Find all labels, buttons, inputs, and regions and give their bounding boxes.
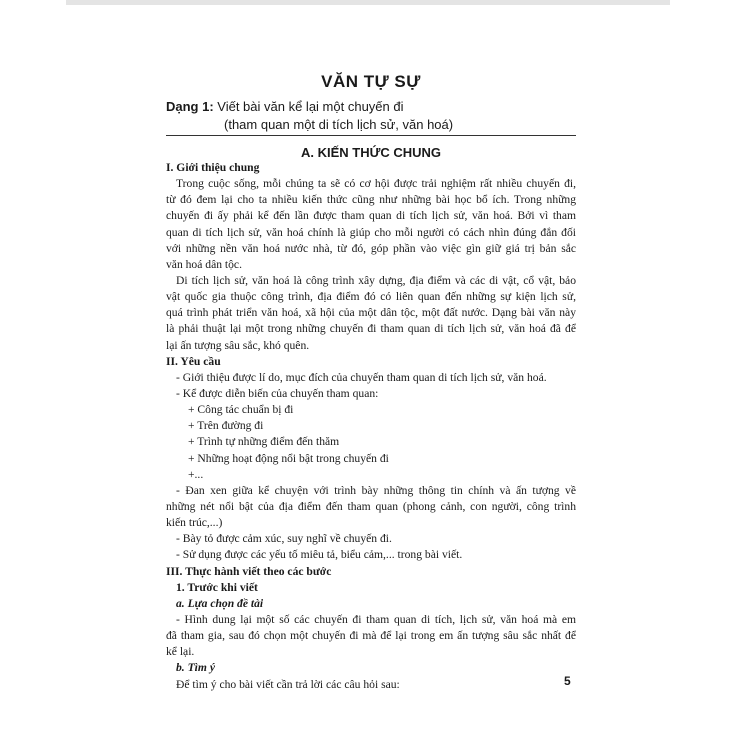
form-text: Viết bài văn kể lại một chuyến đi: [213, 99, 404, 114]
section-heading-a: A. KIẾN THỨC CHUNG: [300, 145, 442, 160]
form-label: Dạng 1:: [166, 99, 214, 114]
list-item: - Sử dụng được các yếu tố miêu tả, biểu cảm,... trong bài viết.: [176, 548, 463, 562]
sub-list-item: + Những hoạt động nổi bật trong chuyến đi: [188, 451, 389, 465]
paragraph-line: Để tìm ý cho bài viết cần trả lời các câu hỏi sau:: [176, 677, 400, 691]
form-heading: [166, 99, 404, 114]
sub-list-item: +...: [188, 467, 204, 481]
sub-list-item: + Trên đường đi: [188, 419, 264, 433]
form-subtitle: (tham quan một di tích lịch sử, văn hoá): [224, 117, 454, 132]
list-item: - Đan xen giữa kể chuyện với trình bày những thông tin chính và ấn tượng về: [176, 483, 576, 497]
paragraph-line: quá trình phát triển văn hoá, xã hội của một dân tộc, một đất nước. Dạng bài văn này: [166, 306, 576, 320]
paragraph-line: kiến trúc,...): [166, 516, 223, 530]
paragraph-line: vật quốc gia thuộc công trình, địa điểm đó có liên quan đến những sự kiện lịch sử,: [166, 290, 576, 304]
subheading-ideas: b. Tìm ý: [176, 661, 215, 675]
heading-intro: I. Giới thiệu chung: [166, 161, 260, 174]
list-item: - Bày tỏ được cảm xúc, suy nghĩ về chuyến đi.: [176, 532, 392, 546]
document-page: [166, 0, 576, 736]
list-item: - Hình dung lại một số các chuyến đi tham quan di tích, lịch sử, văn hoá mà em: [176, 612, 576, 626]
paragraph-line: lại ấn tượng sâu sắc, khó quên.: [166, 338, 310, 352]
list-item: - Kể được diễn biến của chuyến tham quan:: [176, 386, 379, 400]
divider: [166, 135, 576, 136]
paragraph-line: những nét nổi bật của địa điểm đến tham quan (phong cảnh, con người, công trình: [166, 499, 576, 513]
paragraph-line: chuyến đi ấy phải kể đến lần được tham quan di tích lịch sử, văn hoá. Bởi vì tham: [166, 209, 576, 223]
page-title: VĂN TỰ SỰ: [321, 72, 421, 91]
subheading-before-writing: 1. Trước khi viết: [176, 580, 258, 594]
paragraph-line: đã tham gia, sau đó chọn một chuyến đi mà để lại trong em ấn tượng sâu sắc nhất để: [166, 629, 576, 643]
body-text: [166, 160, 576, 693]
paragraph-line: văn hoá dân tộc.: [166, 257, 242, 271]
paragraph-line: từ đó đem lại cho ta nhiều kiến thức cũng như những bài học bổ ích. Trong những: [166, 193, 576, 207]
sub-list-item: + Trình tự những điểm đến thăm: [188, 435, 340, 449]
paragraph-line: với những nền văn hoá nước nhà, từ đó, góp phần vào việc gìn giữ giá trị bản sắc: [166, 241, 576, 255]
paragraph-line: Di tích lịch sử, văn hoá là công trình xây dựng, địa điểm và các di vật, cổ vật, bảo: [176, 273, 576, 287]
paragraph-line: kể lại.: [166, 645, 195, 659]
sub-list-item: + Công tác chuẩn bị đi: [188, 403, 294, 417]
list-item: - Giới thiệu được lí do, mục đích của chuyến tham quan di tích lịch sử, văn hoá.: [176, 370, 547, 384]
paragraph-line: là phải thuật lại một trong những chuyến đi tham quan di tích lịch sử, văn hoá đã để: [166, 322, 576, 336]
paragraph-line: quan di tích lịch sử, văn hoá chính là giúp cho mỗi người có cách nhìn đúng đắn đối: [166, 225, 576, 239]
heading-practice: III. Thực hành viết theo các bước: [166, 564, 332, 578]
subheading-topic: a. Lựa chọn đề tài: [176, 596, 264, 610]
paragraph-line: Trong cuộc sống, mỗi chúng ta sẽ có cơ hội được trải nghiệm rất nhiều chuyến đi,: [176, 177, 576, 191]
page-number: 5: [564, 674, 571, 688]
heading-requirements: II. Yêu cầu: [166, 354, 221, 368]
